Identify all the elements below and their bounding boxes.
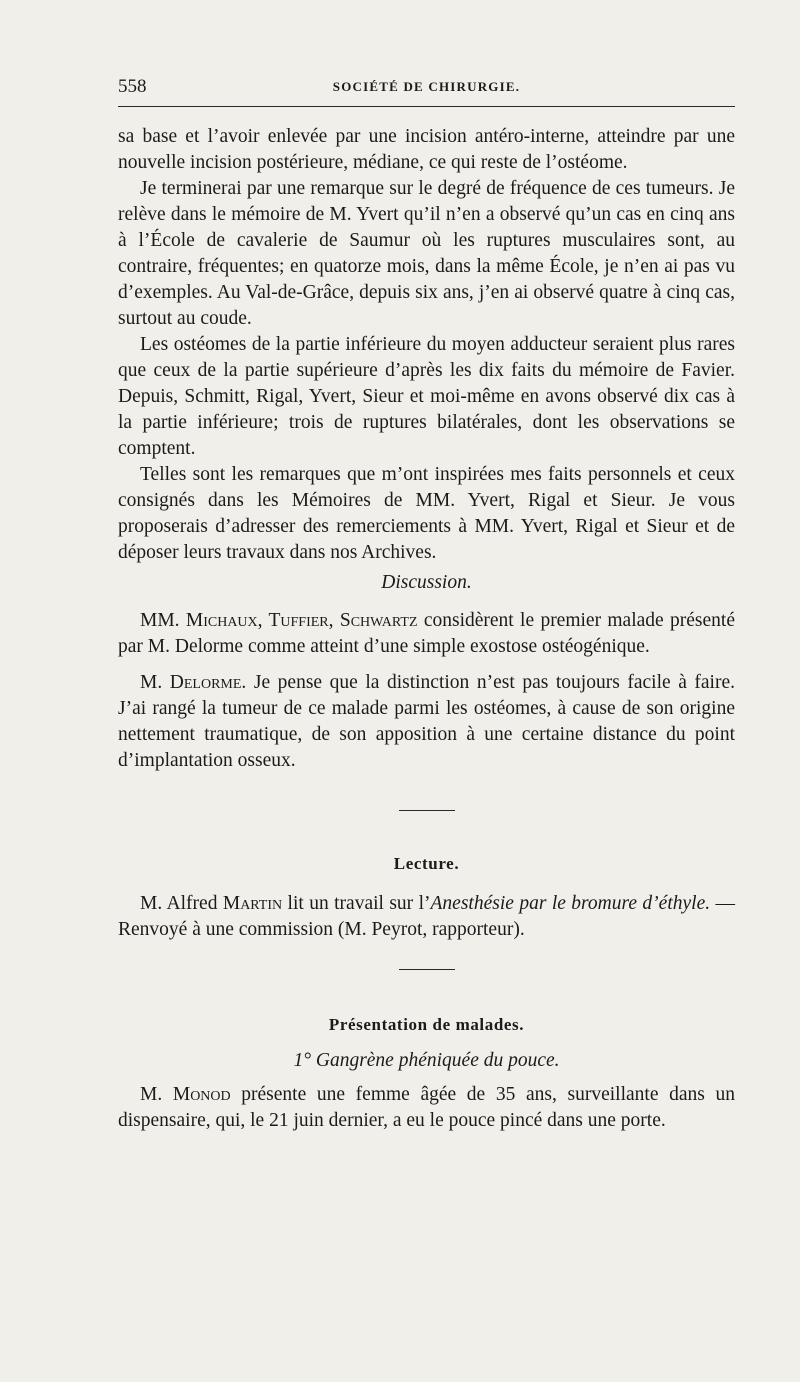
text-lead: MM. [140,610,186,631]
section-divider [399,810,455,811]
discussion-heading: Discussion. [381,572,472,593]
paragraph-discussion-1 [118,608,735,660]
presentation-heading: Présentation de malades. [328,1015,525,1034]
paragraph-conclusion: Telles sont les remarques que m’ont inspirées mes faits personnels et ceux consignés dans les Mémoires de MM. Yvert, Rigal et Sieur. Je vous proposerais d’adresser des remerciements à MM. Yvert, Rigal et Sieur et de déposer leurs travaux dans nos Archives. [118,464,735,563]
text-lead: M. [140,1084,173,1105]
paragraph-frequency: Je terminerai par une remarque sur le degré de fréquence de ces tumeurs. Je relève dans le mémoire de M. Yvert qu’il n’en a observé qu’un cas en cinq ans à l’École de cavalerie de Saumur où les ruptures musculaires sont, au contraire, fréquentes; en quatorze mois, dans la même École, je n’en ai pas vu d’exemples. Au Val-de-Grâce, depuis six ans, j’en ai observé quatre à cinq cas, surtout au coude. [118,178,735,329]
section-divider [399,969,455,970]
header-rule [118,106,735,107]
page-number: 558 [118,76,147,97]
text-rest: — Renvoyé à une commission (M. Peyrot, rapporteur). [118,893,736,940]
text-lead: M. Alfred [140,893,223,914]
lecture-heading: Lecture. [393,854,460,873]
author-name: Delorme [169,672,242,693]
author-name: Monod [172,1084,231,1105]
paragraph-discussion-2 [118,670,735,774]
author-name: Martin [222,893,283,914]
text-rest: . Je pense que la distinction n’est pas toujours facile à faire. J’ai rangé la tumeur de ce malade parmi les ostéomes, à cause de son origine nettement traumatique, de son apposition à une certaine distance du point d’implantation osseux. [118,672,735,771]
case-heading: 1° Gangrène phéniquée du pouce. [293,1050,560,1071]
paragraph-lower-osteomas: Les ostéomes de la partie inférieure du moyen adducteur seraient plus rares que ceux de la partie supérieure d’après les dix faits du mémoire de Favier. Depuis, Schmitt, Rigal, Yvert, Sieur et moi-même en avons observé dix cas à la partie inférieure; trois de ruptures bilatérales, dont les observations se comptent. [118,334,735,459]
page-header [118,76,735,100]
paragraph-lecture [118,891,735,943]
paragraph-case [118,1082,735,1134]
text-lead: M. [140,672,170,693]
running-title: SOCIÉTÉ DE CHIRURGIE. [332,79,521,94]
paragraph-continuation: sa base et l’avoir enlevée par une incision antéro-interne, atteindre par une nouvelle incision postérieure, médiane, ce qui reste de l’ostéome. [118,126,735,173]
text-mid: lit un travail sur l’ [282,893,431,914]
author-names: Michaux, Tuffier, Schwartz [185,610,418,631]
text-rest: considèrent le premier malade présenté par M. Delorme comme atteint d’une simple exostose ostéogénique. [118,610,735,657]
text-rest: présente une femme âgée de 35 ans, surveillante dans un dispensaire, qui, le 21 juin dernier, a eu le pouce pincé dans une porte. [118,1084,735,1131]
page-body [118,124,735,1134]
work-title: Anesthésie par le bromure d’éthyle. [430,893,711,914]
